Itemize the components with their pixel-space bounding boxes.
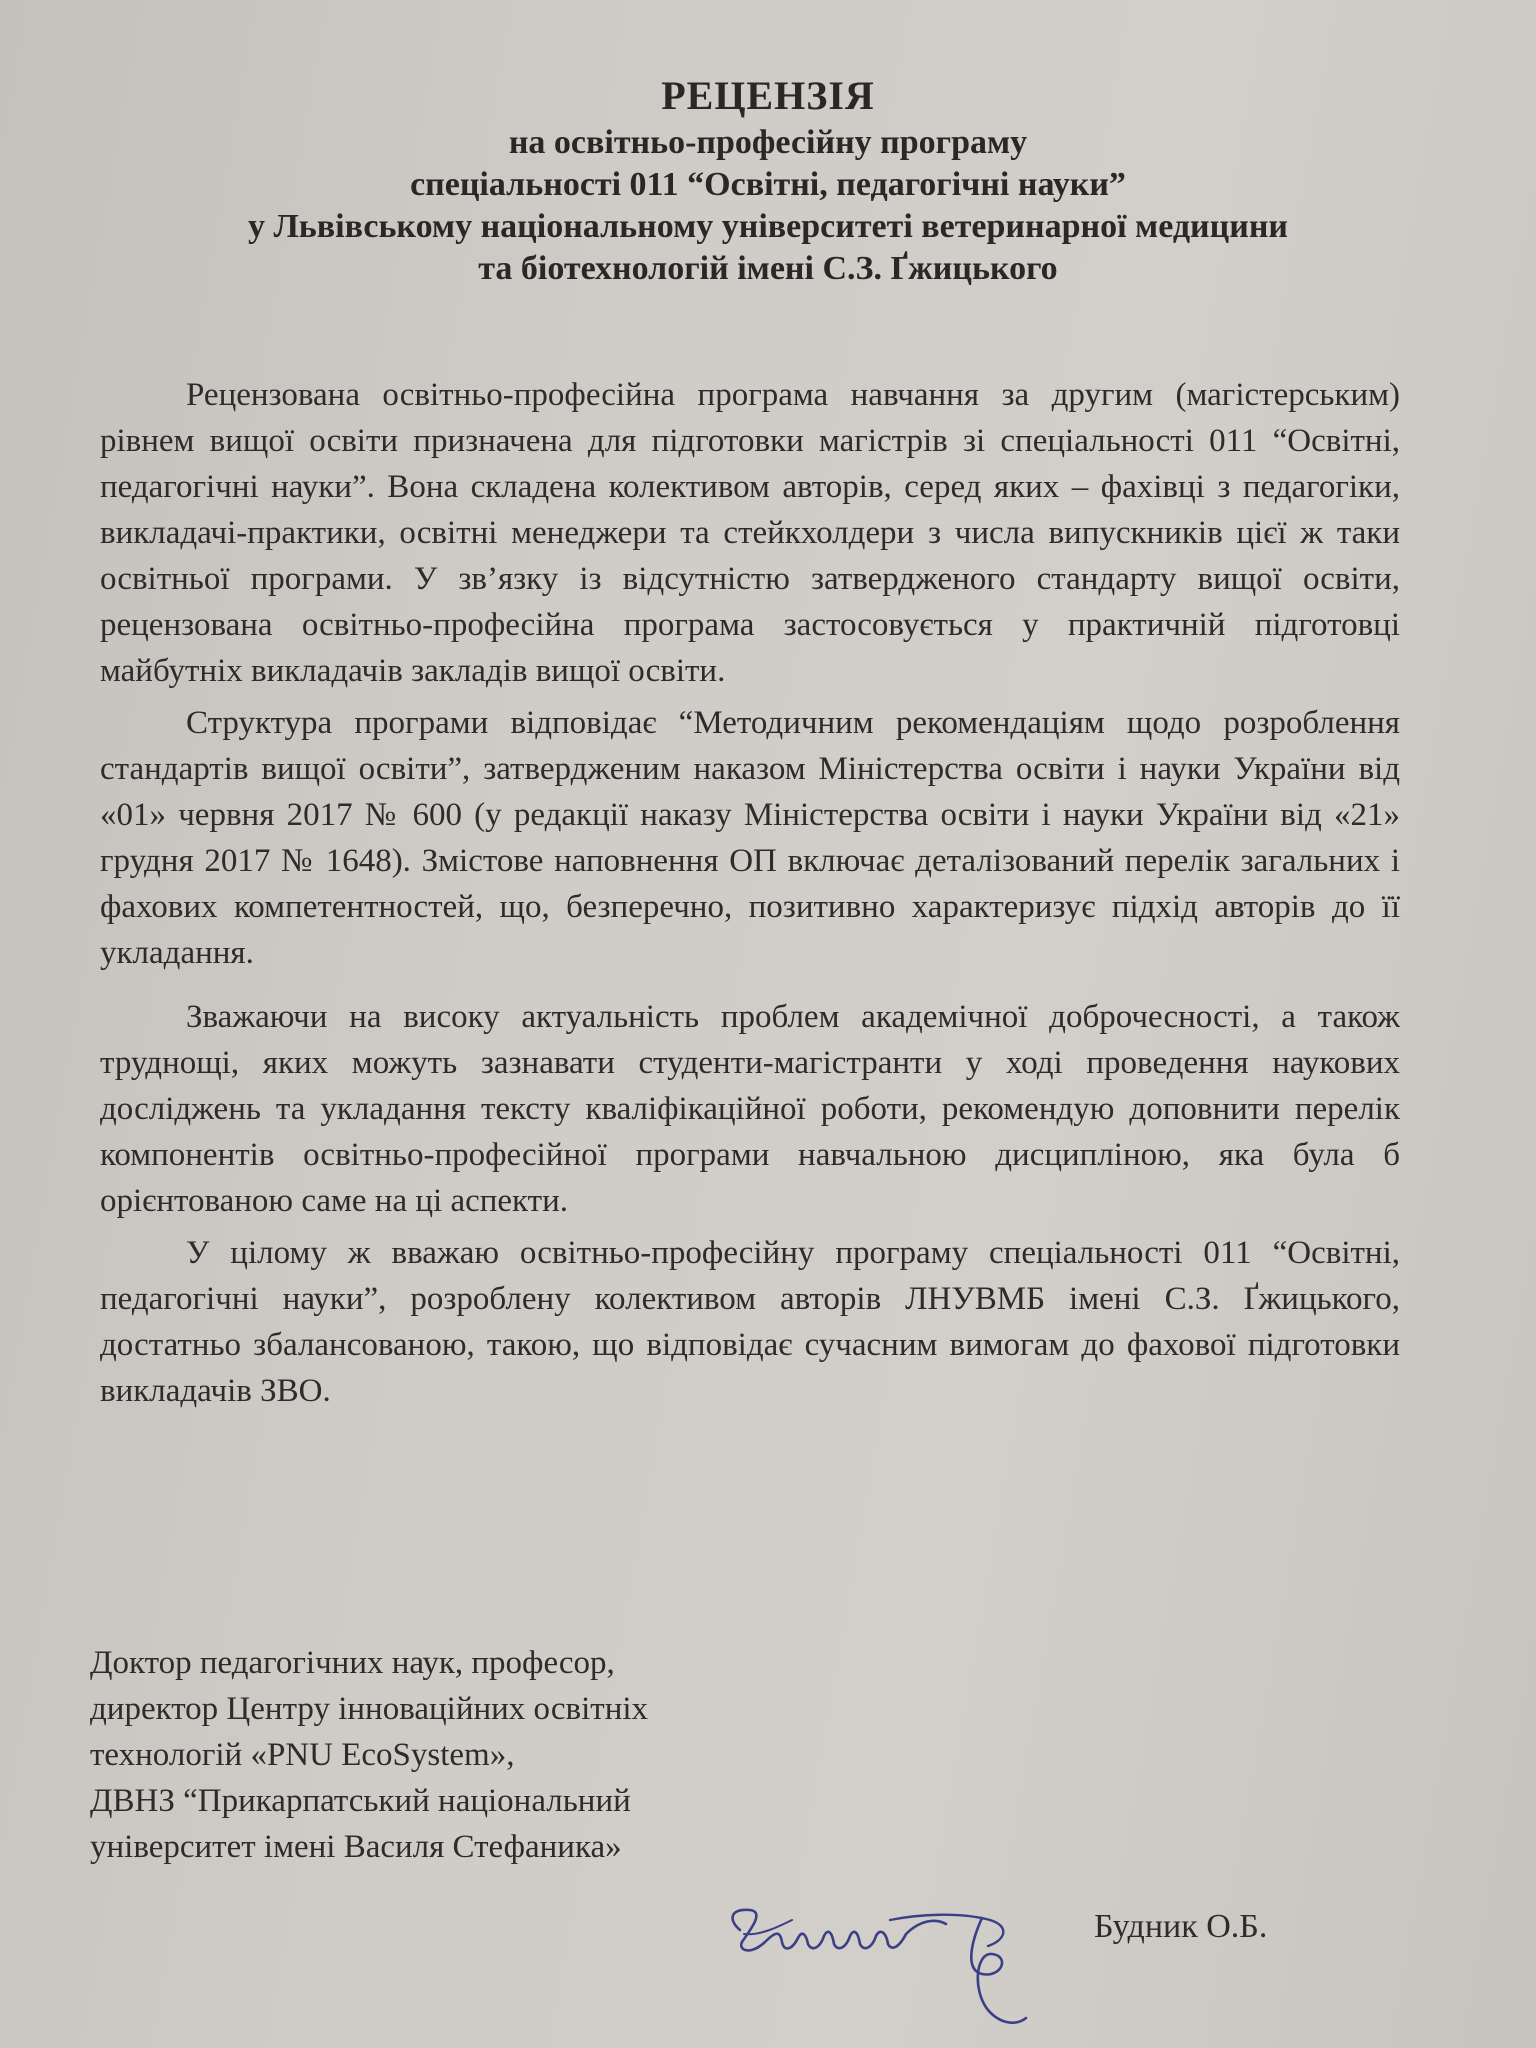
credential-line: технологій «PNU EcoSystem»,: [90, 1737, 515, 1773]
handwritten-signature: [720, 1890, 1050, 2040]
paragraph-4: У цілому ж вважаю освітньо-професійну програму спеціальності 011 “Освітні, педагогічні науки”, розроблену колективом авторів ЛНУВМБ імені С.З. Ґжицького, достатньо збалансованою, такою, що відповідає сучасним вимогам до фахової підготовки викладачів ЗВО.: [100, 1235, 1400, 1409]
review-body: [100, 372, 1400, 1420]
credential-line: Доктор педагогічних наук, професор,: [90, 1645, 615, 1681]
signatory-credentials: [90, 1640, 790, 1870]
title-line-1: на освітньо-професійну програму: [508, 124, 1028, 161]
document-title: [0, 70, 1536, 290]
credential-line: ДВНЗ “Прикарпатський національний: [90, 1783, 631, 1819]
paragraph-2: Структура програми відповідає “Методичним рекомендаціям щодо розроблення стандартів вищої освіти”, затвердженим наказом Міністерства освіти і науки України від «01» червня 2017 № 600 (у редакції наказу Міністерства освіти і науки України від «21» грудня 2017 № 1648). Змістове наповнення ОП включає деталізований перелік загальних і фахових компетентностей, що, безперечно, позитивно характеризує підхід авторів до її укладання.: [100, 705, 1400, 971]
title-main: РЕЦЕНЗІЯ: [661, 73, 875, 118]
title-line-2: спеціальності 011 “Освітні, педагогічні науки”: [410, 166, 1126, 203]
title-line-4: та біотехнологій імені С.З. Ґжицького: [478, 250, 1058, 287]
credential-line: директор Центру інноваційних освітніх: [90, 1691, 649, 1727]
signer-name: Будник О.Б.: [1094, 1908, 1268, 1945]
paragraph-3: Зважаючи на високу актуальність проблем академічної доброчесності, а також труднощі, яких можуть зазнавати студенти-магістранти у ході проведення наукових досліджень та укладання тексту кваліфікаційної роботи, рекомендую доповнити перелік компонентів освітньо-професійної програми навчальною дисципліною, яка була б орієнтованою саме на ці аспекти.: [100, 999, 1400, 1219]
title-line-3: у Львівському національному університеті ветеринарної медицини: [247, 208, 1289, 245]
credential-line: університет імені Василя Стефаника»: [90, 1829, 622, 1865]
paragraph-1: Рецензована освітньо-професійна програма навчання за другим (магістерським) рівнем вищої освіти призначена для підготовки магістрів зі спеціальності 011 “Освітні, педагогічні науки”. Вона складена колективом авторів, серед яких – фахівці з педагогіки, викладачі-практики, освітні менеджери та стейкхолдери з числа випускників цієї ж таки освітньої програми. У зв’язку із відсутністю затвердженого стандарту вищої освіти, рецензована освітньо-професійна програма застосовується у практичній підготовці майбутніх викладачів закладів вищої освіти.: [100, 377, 1400, 689]
